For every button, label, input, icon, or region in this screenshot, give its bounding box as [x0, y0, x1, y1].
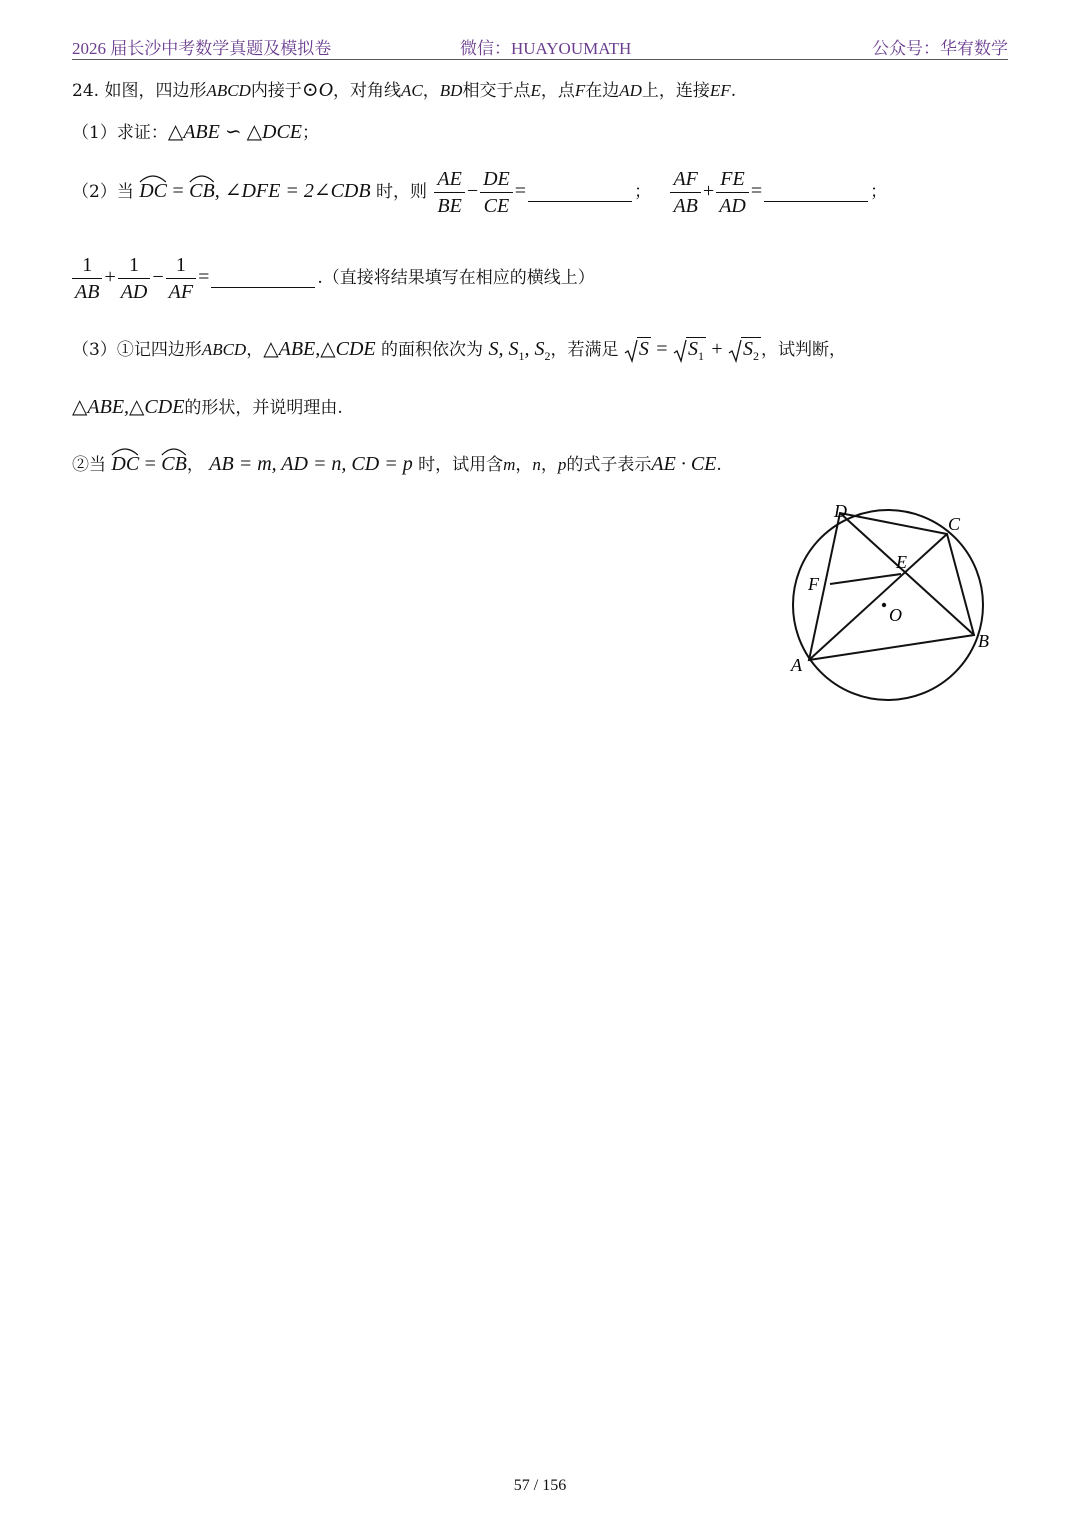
plus-sign: +: [104, 266, 116, 288]
part-1-end: ；: [302, 123, 319, 143]
stem-text: ，: [422, 81, 440, 101]
question-stem: [72, 76, 736, 102]
fraction-numerator: DE: [483, 168, 510, 190]
part-3-sub-2-label: ②当: [72, 455, 106, 475]
stem-ef: EF: [709, 81, 731, 100]
part-3-line-2: [72, 393, 343, 419]
part-2-second-line: [72, 252, 595, 305]
plus-sign: +: [711, 338, 723, 360]
minus-sign: −: [466, 180, 479, 202]
stem-ad: AD: [619, 81, 642, 100]
stem-text: 相交于点: [462, 81, 531, 101]
equals-sign: =: [144, 453, 156, 475]
fraction-1-ad: [118, 252, 151, 305]
fraction-numerator: 1: [175, 254, 186, 276]
fraction-denominator: AB: [670, 192, 700, 219]
label-d: D: [834, 501, 847, 521]
stem-ac: AC: [401, 81, 423, 100]
equals-sign: =: [172, 180, 184, 202]
sqrt-radicand: S: [743, 338, 754, 360]
sqrt-s1: [673, 338, 706, 364]
equals-sign: =: [198, 266, 210, 288]
arc-cb-label: CB: [189, 180, 215, 202]
arc-cb: [161, 453, 187, 476]
separator: ，: [186, 455, 204, 475]
equals-sign: =: [656, 338, 668, 360]
separator: ，: [246, 340, 264, 360]
stem-text: 在边: [585, 81, 620, 101]
stem-point-f: F: [574, 81, 586, 100]
separator: ，: [515, 455, 533, 475]
part-2: [72, 166, 887, 219]
fraction-denominator: AB: [72, 278, 102, 305]
arc-cb: [189, 180, 215, 203]
sqrt-radicand: S: [687, 338, 698, 360]
equals-sign: =: [514, 180, 527, 202]
stem-abcd: ABCD: [206, 81, 251, 100]
fraction-1-af: [166, 252, 196, 305]
center-dot: [882, 603, 886, 607]
arc-dc-label: DC: [111, 453, 140, 475]
part-1: [72, 118, 319, 144]
arc-dc: [139, 180, 167, 203]
separator: ，: [540, 455, 558, 475]
header-right: 公众号：华宥数学: [872, 39, 1008, 58]
area-s: , S: [524, 338, 545, 360]
quad-abcd: ABCD: [201, 340, 247, 359]
arc-dc: [111, 453, 139, 476]
fraction-denominator: BE: [434, 192, 464, 219]
stem-text: 如图，四边形: [104, 81, 207, 101]
fraction-numerator: 1: [129, 254, 140, 276]
part-3-text: 的面积依次为: [381, 340, 484, 360]
arc-dc-label: DC: [139, 180, 168, 202]
stem-circle-o: ⊙O: [301, 79, 334, 101]
segment-ef: [830, 574, 901, 584]
fraction-denominator: AF: [166, 278, 196, 305]
stem-text: 上，连接: [641, 81, 710, 101]
subscript: 1: [697, 349, 704, 363]
subscript: 2: [544, 349, 551, 363]
label-a: A: [791, 655, 802, 675]
fraction-numerator: AF: [673, 168, 698, 190]
fraction-1-ab: [72, 252, 102, 305]
var-p: p: [557, 455, 567, 474]
subscript: 2: [753, 349, 760, 363]
answer-blank-2[interactable]: [764, 183, 868, 202]
part-2-label: （2）当: [72, 182, 134, 202]
fraction-denominator: AD: [118, 278, 151, 305]
fill-in-note: .（直接将结果填写在相应的横线上）: [317, 268, 595, 288]
geometry-figure: [760, 492, 1020, 712]
triangles-abe-cde: △ABE,△CDE: [72, 396, 185, 418]
angle-condition: , ∠DFE = 2∠CDB: [214, 180, 371, 202]
area-symbols: [488, 338, 551, 363]
stem-bd: BD: [439, 81, 463, 100]
diagonal-ac: [809, 534, 947, 660]
fraction-numerator: 1: [82, 254, 93, 276]
sqrt-radicand: S: [638, 338, 649, 360]
equals-sign: =: [750, 180, 763, 202]
label-o: O: [889, 605, 902, 625]
area-s: S, S: [488, 338, 519, 360]
var-m: m: [503, 455, 516, 474]
stem-text: ，点: [540, 81, 575, 101]
part-1-expression: △ABE ∽ △DCE: [167, 121, 302, 143]
page-number: 57 / 156: [513, 1477, 567, 1494]
part-3-text: 的式子表示: [566, 455, 652, 475]
fraction-numerator: AE: [437, 168, 462, 190]
header-center: 微信：HUAYOUMATH: [460, 39, 632, 58]
answer-blank-1[interactable]: [528, 183, 632, 202]
separator: ；: [870, 182, 888, 202]
stem-text: ，对角线: [333, 81, 402, 101]
part-1-label: （1）求证：: [72, 123, 168, 143]
fraction-denominator: AD: [716, 192, 749, 219]
answer-blank-3[interactable]: [211, 269, 315, 288]
fraction-ae-be: [434, 166, 464, 219]
fraction-af-ab: [670, 166, 700, 219]
part-3-label: （3）①记四边形: [72, 340, 202, 360]
plus-sign: +: [702, 180, 715, 202]
header-left: 2026 届长沙中考数学真题及模拟卷: [72, 39, 332, 58]
arc-cb-label: CB: [161, 453, 187, 475]
fraction-denominator: CE: [480, 192, 513, 219]
stem-text: .: [730, 81, 737, 101]
fraction-numerator: FE: [720, 168, 745, 190]
expression-ae-ce: AE · CE: [651, 453, 717, 475]
minus-sign: −: [152, 266, 164, 288]
given-lengths: AB = m, AD = n, CD = p: [209, 453, 413, 475]
stem-point-e: E: [530, 81, 541, 100]
label-b: B: [978, 631, 989, 651]
sqrt-s: [624, 338, 651, 361]
subscript: 1: [518, 349, 525, 363]
part-2-then: 时，则: [375, 182, 427, 202]
triangles-abe-cde: △ABE,△CDE: [263, 338, 376, 360]
label-f: F: [808, 574, 819, 594]
label-c: C: [948, 514, 961, 534]
sqrt-s2: [728, 338, 761, 364]
part-3-condition: ，若满足: [550, 340, 619, 360]
stem-text: 内接于: [250, 81, 302, 101]
label-e: E: [896, 552, 907, 572]
part-3-text: 的形状，并说明理由.: [184, 398, 343, 418]
var-n: n: [532, 455, 541, 474]
part-3-end: .: [716, 455, 722, 475]
header-rule: [72, 59, 1008, 60]
part-3-end: ，试判断，: [761, 340, 847, 360]
part-3-text: 时，试用含: [418, 455, 504, 475]
separator: ；: [634, 182, 652, 202]
part-3-sub-2: [72, 450, 722, 476]
part-3-line-1: [72, 335, 846, 364]
fraction-fe-ad: [716, 166, 749, 219]
fraction-de-ce: [480, 166, 513, 219]
question-number: 24.: [72, 81, 100, 101]
